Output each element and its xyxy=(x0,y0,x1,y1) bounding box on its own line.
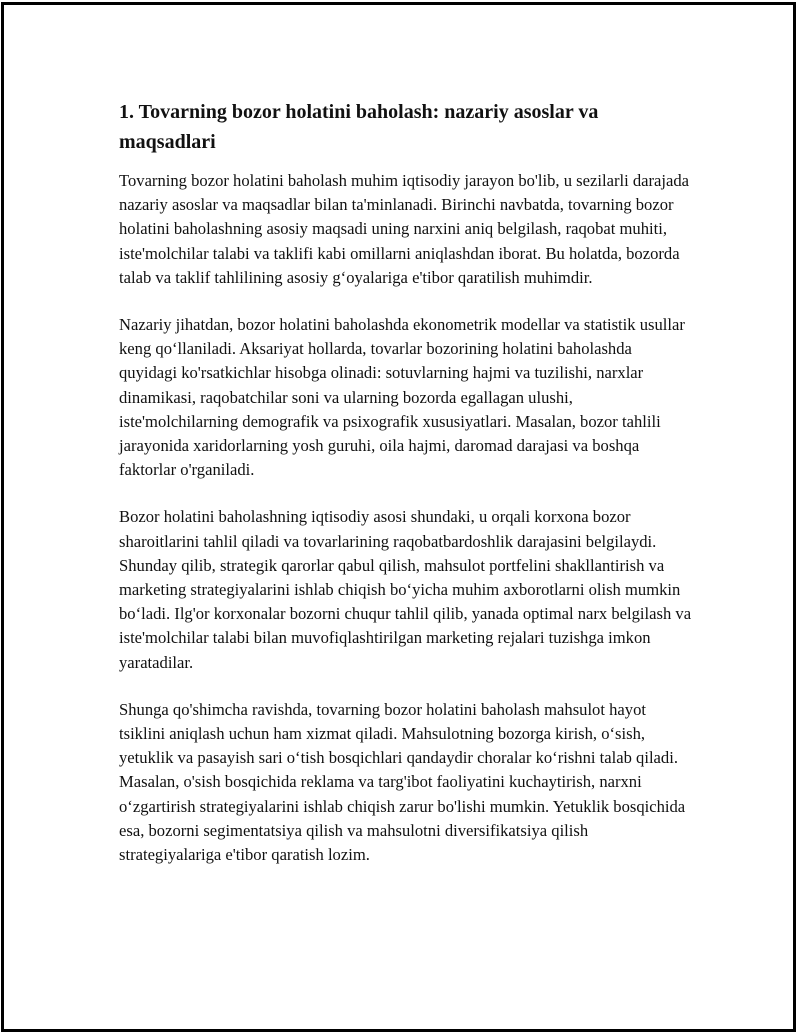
section-title: 1. Tovarning bozor holatini baholash: nazariy asoslar va maqsadlari xyxy=(119,101,599,153)
paragraph-4: Shunga qo'shimcha ravishda, tovarning bozor holatini baholash mahsulot hayot tsiklini aniqlash uchun ham xizmat qiladi. Mahsulotning bozorga kirish, o‘sish, yetuklik va pasayish sari o‘tish bosqichlari qandaydir choralar ko‘rishni talab qiladi. Masalan, o'sish bosqichida reklama va targ'ibot faoliyatini kuchaytirish, narxni o‘zgartirish strategiyalarini ishlab chiqish zarur bo'lishi mumkin. Yetuklik bosqichida esa, bozorni segimentatsiya qilish va mahsulotni diversifikatsiya qilish strategiyalariga e'tibor qaratish lozim. xyxy=(119,699,686,865)
paragraph-1: Tovarning bozor holatini baholash muhim iqtisodiy jarayon bo'lib, u sezilarli darajada nazariy asoslar va maqsadlar bilan ta'minlanadi. Birinchi navbatda, tovarning bozor holatini baholashning asosiy maqsadi uning narxini aniq belgilash, raqobat muhiti, iste'molchilar talabi va taklifi kabi omillarni aniqlashdan iborat. Bu holatda, bozorda talab va taklif tahlilining asosiy g‘oyalariga e'tibor qaratilish muhimdir. xyxy=(119,171,690,287)
paragraph-3: Bozor holatini baholashning iqtisodiy asosi shundaki, u orqali korxona bozor sharoitlarini tahlil qiladi va tovarlarining raqobatbardoshlik darajasini belgilaydi. Shunday qilib, strategik qarorlar qabul qilish, mahsulot portfelini shakllantirish va marketing strategiyalarini ishlab chiqish bo‘yicha muhim axborotlarni olish mumkin bo‘ladi. Ilg'or korxonalar bozorni chuqur tahlil qilib, yanada optimal narx belgilash va iste'molchilar talabi bilan muvofiqlashtirilgan marketing rejalari tuzishga imkon yaratadilar. xyxy=(119,507,692,672)
page-border xyxy=(1,2,796,1032)
document-body xyxy=(119,97,694,890)
paragraph-2: Nazariy jihatdan, bozor holatini baholashda ekonometrik modellar va statistik usullar keng qo‘llaniladi. Aksariyat hollarda, tovarlar bozorining holatini baholashda quyidagi ko'rsatkichlar hisobga olinadi: sotuvlarning hajmi va tuzilishi, narxlar dinamikasi, raqobatchilar soni va ularning bozorda egallagan ulushi, iste'molchilarning demografik va psixografik xususiyatlari. Masalan, bozor tahlili jarayonida xaridorlarning yosh guruhi, oila hajmi, daromad darajasi va boshqa faktorlar o'rganiladi. xyxy=(119,315,685,480)
